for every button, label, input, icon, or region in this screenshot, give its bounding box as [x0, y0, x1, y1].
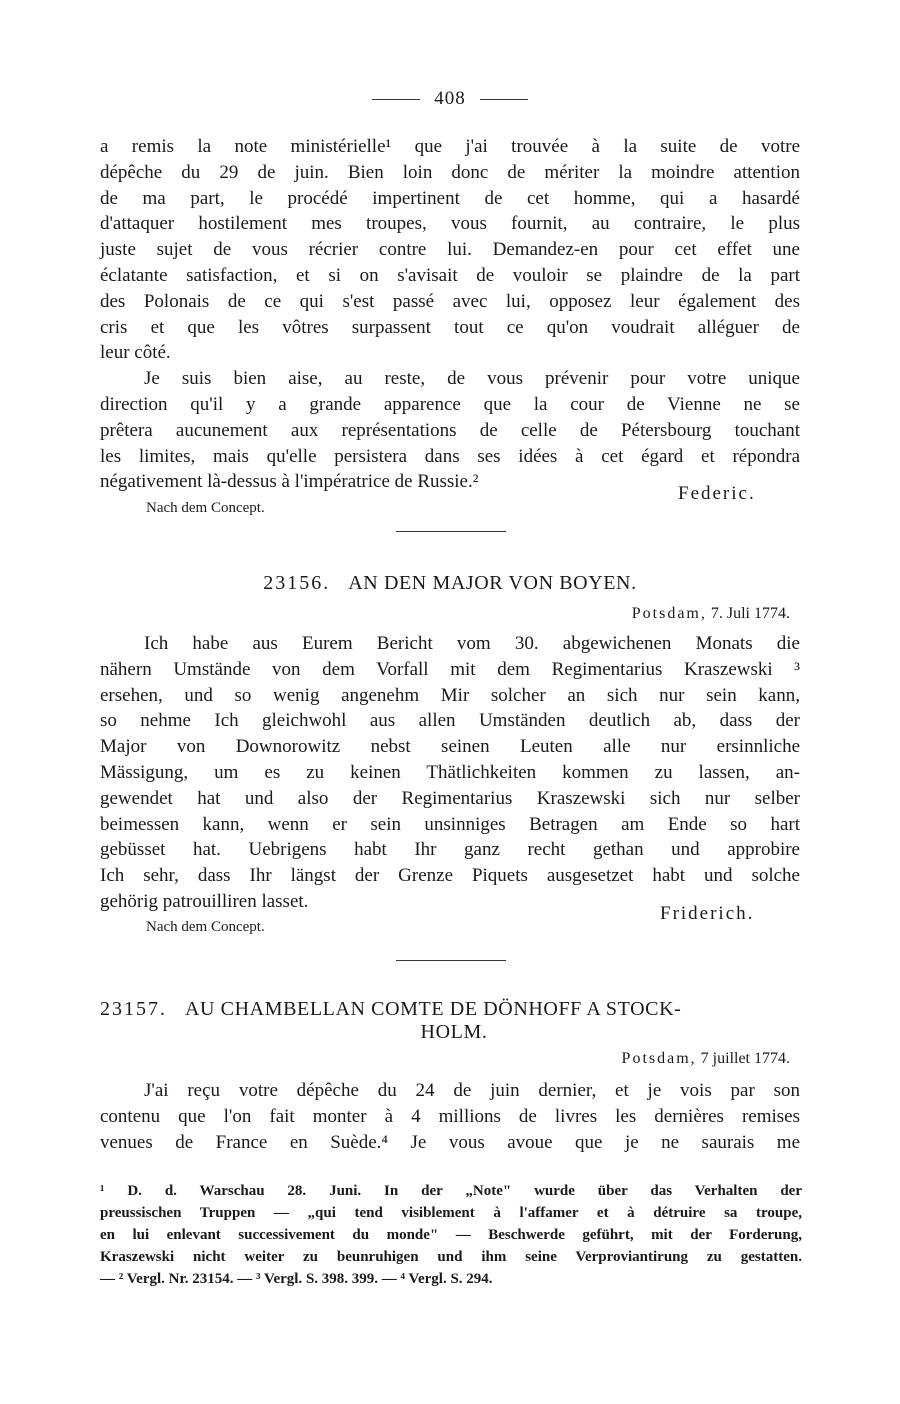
footnote-line: preussischen Truppen — „qui tend visiblement à l'affamer et à détruire sa troupe, — [100, 1205, 802, 1221]
text-line: gewendet hat und also der Regimentarius Kraszewski sich nur selber — [100, 787, 800, 809]
text-line: Mässigung, um es zu keinen Thätlichkeiten kommen zu lassen, an- — [100, 761, 800, 783]
text-line: Major von Downorowitz nebst seinen Leuten alle nur ersinnliche — [100, 736, 800, 758]
text-line: nähern Umstände von dem Vorfall mit dem Regimentarius Kraszewski ³ — [100, 658, 800, 680]
footnote-line: en lui enlevant successivement du monde" — Beschwerde geführt, mit der Forderung, — [100, 1227, 802, 1243]
text-line: ersehen, und so wenig angenehm Mir solcher an sich nur sein kann, — [100, 684, 800, 706]
text-line: juste sujet de vous récrier contre lui. Demandez-en pour cet effet une — [100, 239, 800, 261]
text-line: des Polonais de ce qui s'est passé avec lui, opposez leur également des — [100, 290, 800, 312]
footnote-line: ¹ D. d. Warschau 28. Juni. In der „Note" wurde über das Verhalten der — [100, 1183, 802, 1199]
text-line: les limites, mais qu'elle persistera dans ses idées à cet égard et répondra — [100, 445, 800, 467]
text-line: contenu que l'on fait monter à 4 millions de livres les dernières remises — [100, 1105, 800, 1127]
letter-heading — [100, 998, 800, 1044]
text-line: cris et que les vôtres surpassent tout ce qu'on voudrait alléguer de — [100, 316, 800, 338]
text-line: a remis la note ministérielle¹ que j'ai trouvée à la suite de votre — [100, 136, 800, 157]
text-line: négativement là-dessus à l'impératrice de Russie.² — [100, 471, 479, 493]
letter3-body — [100, 1078, 800, 1155]
section-divider — [396, 531, 506, 532]
letter2-body — [100, 631, 800, 915]
dateline-date: 7 juillet 1774. — [700, 1050, 790, 1067]
source-note: Nach dem Concept. — [146, 919, 265, 935]
footnote-line: — ² Vergl. Nr. 23154. — ³ Vergl. S. 398. 399. — ⁴ Vergl. S. 294. — [100, 1271, 493, 1287]
text-line: beimessen kann, wenn er sein unsinniges Betragen am Ende so hart — [100, 813, 800, 835]
letter-title-continued: HOLM. — [420, 1021, 488, 1043]
letter-number: 23157. — [100, 998, 167, 1020]
footnotes — [100, 1180, 802, 1290]
text-line: so nehme Ich gleichwohl aus allen Umständen deutlich ab, dass der — [100, 710, 800, 732]
section-divider — [396, 960, 506, 961]
letter-heading — [100, 572, 800, 595]
text-line: d'attaquer hostilement mes troupes, vous fournit, au contraire, le plus — [100, 213, 800, 235]
signature: Friderich. — [660, 903, 755, 924]
dateline-place: Potsdam, — [621, 1050, 697, 1067]
signature: Federic. — [678, 483, 756, 504]
text-line: direction qu'il y a grande apparence que la cour de Vienne ne se — [100, 393, 800, 415]
text-line: venues de France en Suède.⁴ Je vous avoue que je ne saurais me — [100, 1131, 800, 1153]
dateline-date: 7. Juli 1774. — [710, 605, 790, 622]
header-dash-right — [480, 99, 528, 100]
dateline — [622, 1050, 790, 1068]
text-line: gehörig patrouilliren lasset. — [100, 890, 309, 912]
letter1-body — [100, 134, 800, 495]
letter-number: 23156. — [263, 572, 331, 594]
text-line: Je suis bien aise, au reste, de vous prévenir pour votre unique — [144, 368, 800, 390]
text-line: Ich sehr, dass Ihr längst der Grenze Piquets ausgesetzet habt und solche — [100, 865, 800, 887]
text-line: Ich habe aus Eurem Bericht vom 30. abgewichenen Monats die — [144, 633, 800, 654]
letter-title: AN DEN MAJOR VON BOYEN. — [348, 572, 637, 594]
text-line: éclatante satisfaction, et si on s'avisait de vouloir se plaindre de la part — [100, 264, 800, 286]
source-note: Nach dem Concept. — [146, 500, 265, 516]
text-line: prêtera aucunement aux représentations de celle de Pétersbourg touchant — [100, 419, 800, 441]
letter-title: AU CHAMBELLAN COMTE DE DÖNHOFF A STOCK- — [185, 998, 682, 1020]
text-line: leur côté. — [100, 342, 171, 364]
text-line: J'ai reçu votre dépêche du 24 de juin dernier, et je vois par son — [144, 1080, 800, 1101]
page-number: 408 — [434, 88, 466, 109]
text-line: gebüsset hat. Uebrigens habt Ihr ganz recht gethan und approbire — [100, 839, 800, 861]
dateline — [632, 605, 790, 623]
footnote-line: Kraszewski nicht weiter zu beunruhigen und ihm seine Verproviantirung zu gestatten. — [100, 1249, 802, 1265]
dateline-place: Potsdam, — [631, 605, 707, 622]
page-header — [0, 88, 900, 110]
text-line: de ma part, le procédé impertinent de cet homme, qui a hasardé — [100, 187, 800, 209]
header-dash-left — [372, 99, 420, 100]
text-line: dépêche du 29 de juin. Bien loin donc de mériter la moindre attention — [100, 161, 800, 183]
